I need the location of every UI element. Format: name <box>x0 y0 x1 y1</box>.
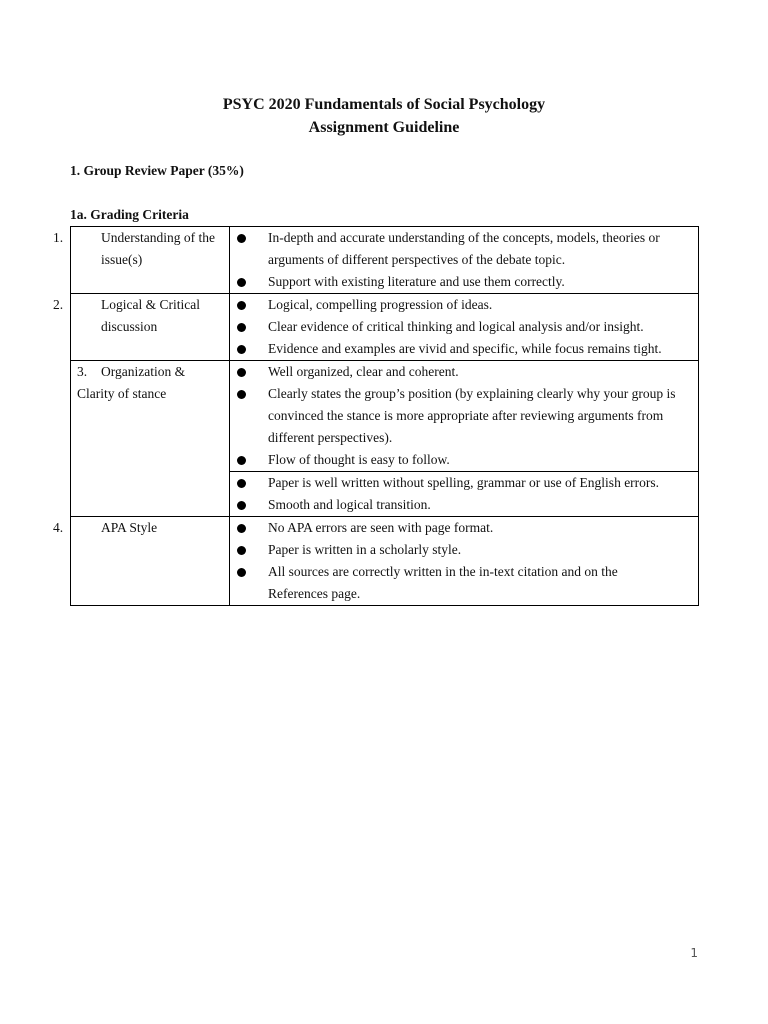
descriptor-text: In-depth and accurate understanding of the concepts, models, theories or arguments of different perspectives of the debate topic. <box>268 230 660 267</box>
bullet-icon <box>237 546 246 555</box>
descriptor-cell <box>230 517 699 606</box>
criterion-number: 2. <box>53 297 64 312</box>
criterion-cell <box>53 517 230 606</box>
list-item <box>230 449 698 471</box>
descriptor-text: All sources are correctly written in the in-text citation and on the References page. <box>268 564 618 601</box>
list-item <box>230 517 698 539</box>
bullet-icon <box>237 390 246 399</box>
bullet-icon <box>237 524 246 533</box>
criterion-label <box>53 227 229 271</box>
descriptor-cell <box>230 227 699 294</box>
descriptor-list <box>230 517 698 605</box>
criteria-row <box>71 361 699 472</box>
document-title: PSYC 2020 Fundamentals of Social Psychology <box>222 96 546 113</box>
list-item <box>230 294 698 316</box>
criterion-name: Understanding of the issue(s) <box>101 230 219 267</box>
criterion-number: 1. <box>53 230 64 245</box>
bullet-icon <box>237 345 246 354</box>
descriptor-text: Logical, compelling progression of ideas. <box>268 297 493 312</box>
criterion-label <box>71 361 229 405</box>
section-heading: 1. Group Review Paper (35%) <box>70 163 244 178</box>
criterion-name: APA Style <box>101 520 158 535</box>
criterion-number: 4. <box>53 520 64 535</box>
list-item <box>230 316 698 338</box>
descriptor-text: Paper is written in a scholarly style. <box>268 542 462 557</box>
descriptor-text: No APA errors are seen with page format. <box>268 520 494 535</box>
descriptor-text: Paper is well written without spelling, grammar or use of English errors. <box>268 475 660 490</box>
descriptor-text: Evidence and examples are vivid and specific, while focus remains tight. <box>268 341 662 356</box>
criterion-cell <box>53 227 230 294</box>
bullet-icon <box>237 479 246 488</box>
descriptor-cell <box>230 472 699 517</box>
criteria-row <box>71 294 699 361</box>
descriptor-text: Support with existing literature and use them correctly. <box>268 274 565 289</box>
bullet-icon <box>237 456 246 465</box>
grading-criteria-table <box>53 226 699 606</box>
bullet-icon <box>237 501 246 510</box>
descriptor-cell <box>230 294 699 361</box>
criteria-row <box>71 227 699 294</box>
document-subtitle: Assignment Guideline <box>308 119 460 136</box>
list-item <box>230 383 698 449</box>
descriptor-list <box>230 227 698 293</box>
descriptor-list <box>230 472 698 516</box>
subsection-heading: 1a. Grading Criteria <box>70 207 189 222</box>
criterion-number: 3. <box>77 364 88 379</box>
bullet-icon <box>237 234 246 243</box>
list-item <box>230 472 698 494</box>
criterion-cell <box>53 294 230 361</box>
list-item <box>230 271 698 293</box>
list-item <box>230 539 698 561</box>
bullet-icon <box>237 301 246 310</box>
list-item <box>230 361 698 383</box>
bullet-icon <box>237 368 246 377</box>
list-item <box>230 338 698 360</box>
descriptor-cell <box>230 361 699 472</box>
descriptor-text: Smooth and logical transition. <box>268 497 431 512</box>
descriptor-text: Well organized, clear and coherent. <box>268 364 459 379</box>
descriptor-list <box>230 294 698 360</box>
descriptor-text: Flow of thought is easy to follow. <box>268 452 450 467</box>
criterion-cell <box>71 361 230 517</box>
descriptor-text: Clear evidence of critical thinking and logical analysis and/or insight. <box>268 319 644 334</box>
bullet-icon <box>237 323 246 332</box>
descriptor-list <box>230 361 698 471</box>
bullet-icon <box>237 278 246 287</box>
bullet-icon <box>237 568 246 577</box>
list-item <box>230 561 698 605</box>
list-item <box>230 494 698 516</box>
list-item <box>230 227 698 271</box>
criterion-name: Logical & Critical discussion <box>101 297 204 334</box>
descriptor-text: Clearly states the group’s position (by explaining clearly why your group is convinced the stance is more appropriate after reviewing arguments from different perspectives). <box>268 386 676 445</box>
page-number: 1 <box>690 946 698 960</box>
criteria-row <box>71 517 699 606</box>
criterion-name: Organization & Clarity of stance <box>77 364 189 401</box>
criterion-label <box>53 517 229 539</box>
criterion-label <box>53 294 229 338</box>
